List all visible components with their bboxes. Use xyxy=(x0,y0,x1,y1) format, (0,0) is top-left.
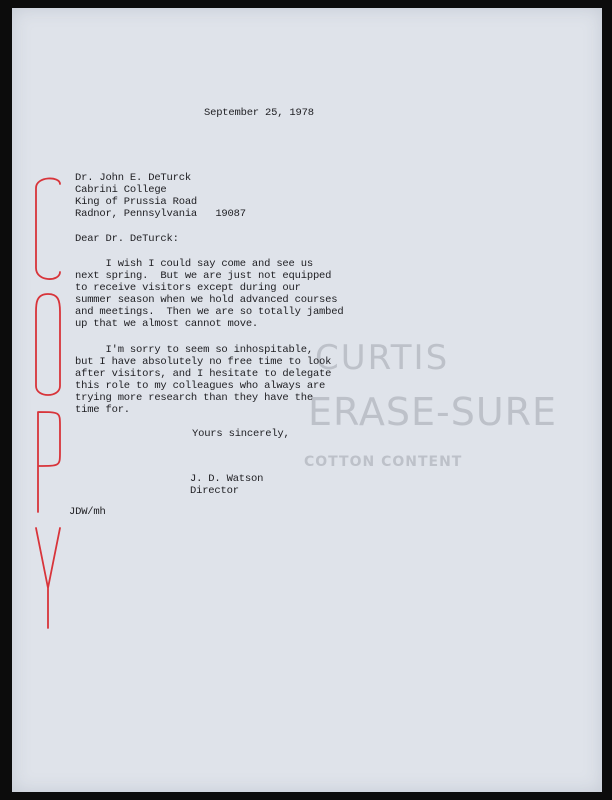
watermark-line-2: ERASE-SURE xyxy=(308,390,558,434)
paragraph-line: this role to my colleagues who always are xyxy=(75,380,326,392)
watermark-line-3: COTTON CONTENT xyxy=(304,454,463,470)
copy-stamp xyxy=(30,176,70,636)
typist-initials: JDW/mh xyxy=(69,506,106,518)
recipient-line: Cabrini College xyxy=(75,184,167,196)
letter-date: September 25, 1978 xyxy=(204,107,314,119)
letter-page xyxy=(12,8,602,792)
closing: Yours sincerely, xyxy=(192,428,290,440)
recipient-line: Dr. John E. DeTurck xyxy=(75,172,191,184)
copy-letter-o xyxy=(36,294,60,395)
paragraph-line: time for. xyxy=(75,404,130,416)
signer-title: Director xyxy=(190,485,239,497)
paragraph-line: after visitors, and I hesitate to delegate xyxy=(75,368,332,380)
signer-name: J. D. Watson xyxy=(190,473,264,485)
paragraph-line: up that we almost cannot move. xyxy=(75,318,259,330)
salutation: Dear Dr. DeTurck: xyxy=(75,233,179,245)
paragraph-line: I'm sorry to seem so inhospitable, xyxy=(75,344,313,356)
copy-letter-p xyxy=(38,412,60,512)
recipient-line: King of Prussia Road xyxy=(75,196,198,208)
paragraph-line: next spring. But we are just not equipped xyxy=(75,270,332,282)
watermark-line-1: CURTIS xyxy=(315,338,450,378)
paragraph-line: I wish I could say come and see us xyxy=(75,258,313,270)
paragraph-line: trying more research than they have the xyxy=(75,392,313,404)
paragraph-line: to receive visitors except during our xyxy=(75,282,301,294)
recipient-line: Radnor, Pennsylvania 19087 xyxy=(75,208,246,220)
copy-letter-y xyxy=(36,528,60,628)
paragraph-line: and meetings. Then we are so totally jambed xyxy=(75,306,344,318)
paragraph-line: summer season when we hold advanced courses xyxy=(75,294,338,306)
paragraph-line: but I have absolutely no free time to look xyxy=(75,356,332,368)
copy-letter-c xyxy=(36,178,60,279)
